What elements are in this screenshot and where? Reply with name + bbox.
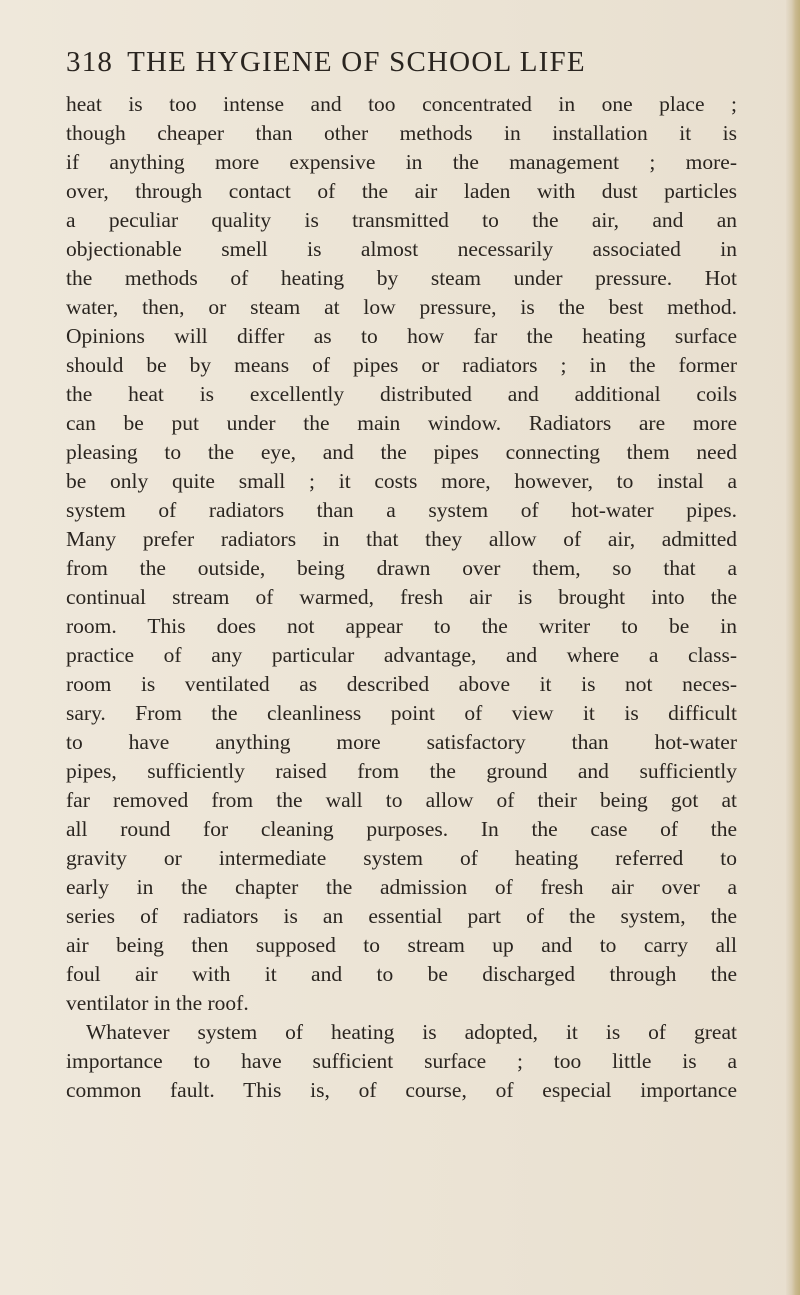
text-line: ventilator in the roof. (66, 991, 249, 1015)
text-line: pleasing to the eye, and the pipes connecting them need (66, 440, 737, 464)
text-line: common fault. This is, of course, of especial importance (66, 1078, 737, 1102)
running-title: THE HYGIENE OF SCHOOL LIFE (127, 46, 586, 78)
text-line: the heat is excellently distributed and additional coils (66, 382, 737, 406)
text-line: objectionable smell is almost necessarily associated in (66, 237, 737, 261)
text-line: to have anything more satisfactory than hot-water (66, 730, 737, 754)
text-line: water, then, or steam at low pressure, is the best method. (66, 295, 737, 319)
text-line: continual stream of warmed, fresh air is brought into the (66, 585, 737, 609)
text-line: Whatever system of heating is adopted, it is of great (86, 1020, 737, 1044)
text-line: foul air with it and to be discharged through the (66, 962, 737, 986)
text-line: Opinions will differ as to how far the heating surface (66, 324, 737, 348)
text-line: though cheaper than other methods in installation it is (66, 121, 737, 145)
text-line: practice of any particular advantage, and where a class- (66, 643, 737, 667)
text-line: system of radiators than a system of hot-water pipes. (66, 498, 737, 522)
page-number: 318 (66, 46, 114, 78)
text-line: sary. From the cleanliness point of view it is difficult (66, 701, 737, 725)
text-line: room is ventilated as described above it is not neces- (66, 672, 737, 696)
text-line: pipes, sufficiently raised from the ground and sufficiently (66, 759, 737, 783)
text-line: Many prefer radiators in that they allow of air, admitted (66, 527, 737, 551)
text-line: far removed from the wall to allow of their being got at (66, 788, 737, 812)
text-line: early in the chapter the admission of fresh air over a (66, 875, 737, 899)
text-line: a peculiar quality is transmitted to the air, and an (66, 208, 737, 232)
running-header (66, 46, 746, 86)
text-line: series of radiators is an essential part of the system, the (66, 904, 737, 928)
text-line: importance to have sufficient surface ; too little is a (66, 1049, 737, 1073)
page-edge (786, 0, 800, 1295)
text-line: room. This does not appear to the writer to be in (66, 614, 737, 638)
text-line: from the outside, being drawn over them, so that a (66, 556, 737, 580)
text-line: if anything more expensive in the management ; more- (66, 150, 737, 174)
text-line: the methods of heating by steam under pressure. Hot (66, 266, 737, 290)
text-line: be only quite small ; it costs more, however, to instal a (66, 469, 737, 493)
text-line: over, through contact of the air laden with dust particles (66, 179, 737, 203)
text-line: air being then supposed to stream up and to carry all (66, 933, 737, 957)
text-line: heat is too intense and too concentrated in one place ; (66, 92, 737, 116)
text-line: all round for cleaning purposes. In the case of the (66, 817, 737, 841)
text-line: should be by means of pipes or radiators ; in the former (66, 353, 737, 377)
body-text (66, 90, 737, 1105)
text-line: gravity or intermediate system of heating referred to (66, 846, 737, 870)
text-line: can be put under the main window. Radiators are more (66, 411, 737, 435)
